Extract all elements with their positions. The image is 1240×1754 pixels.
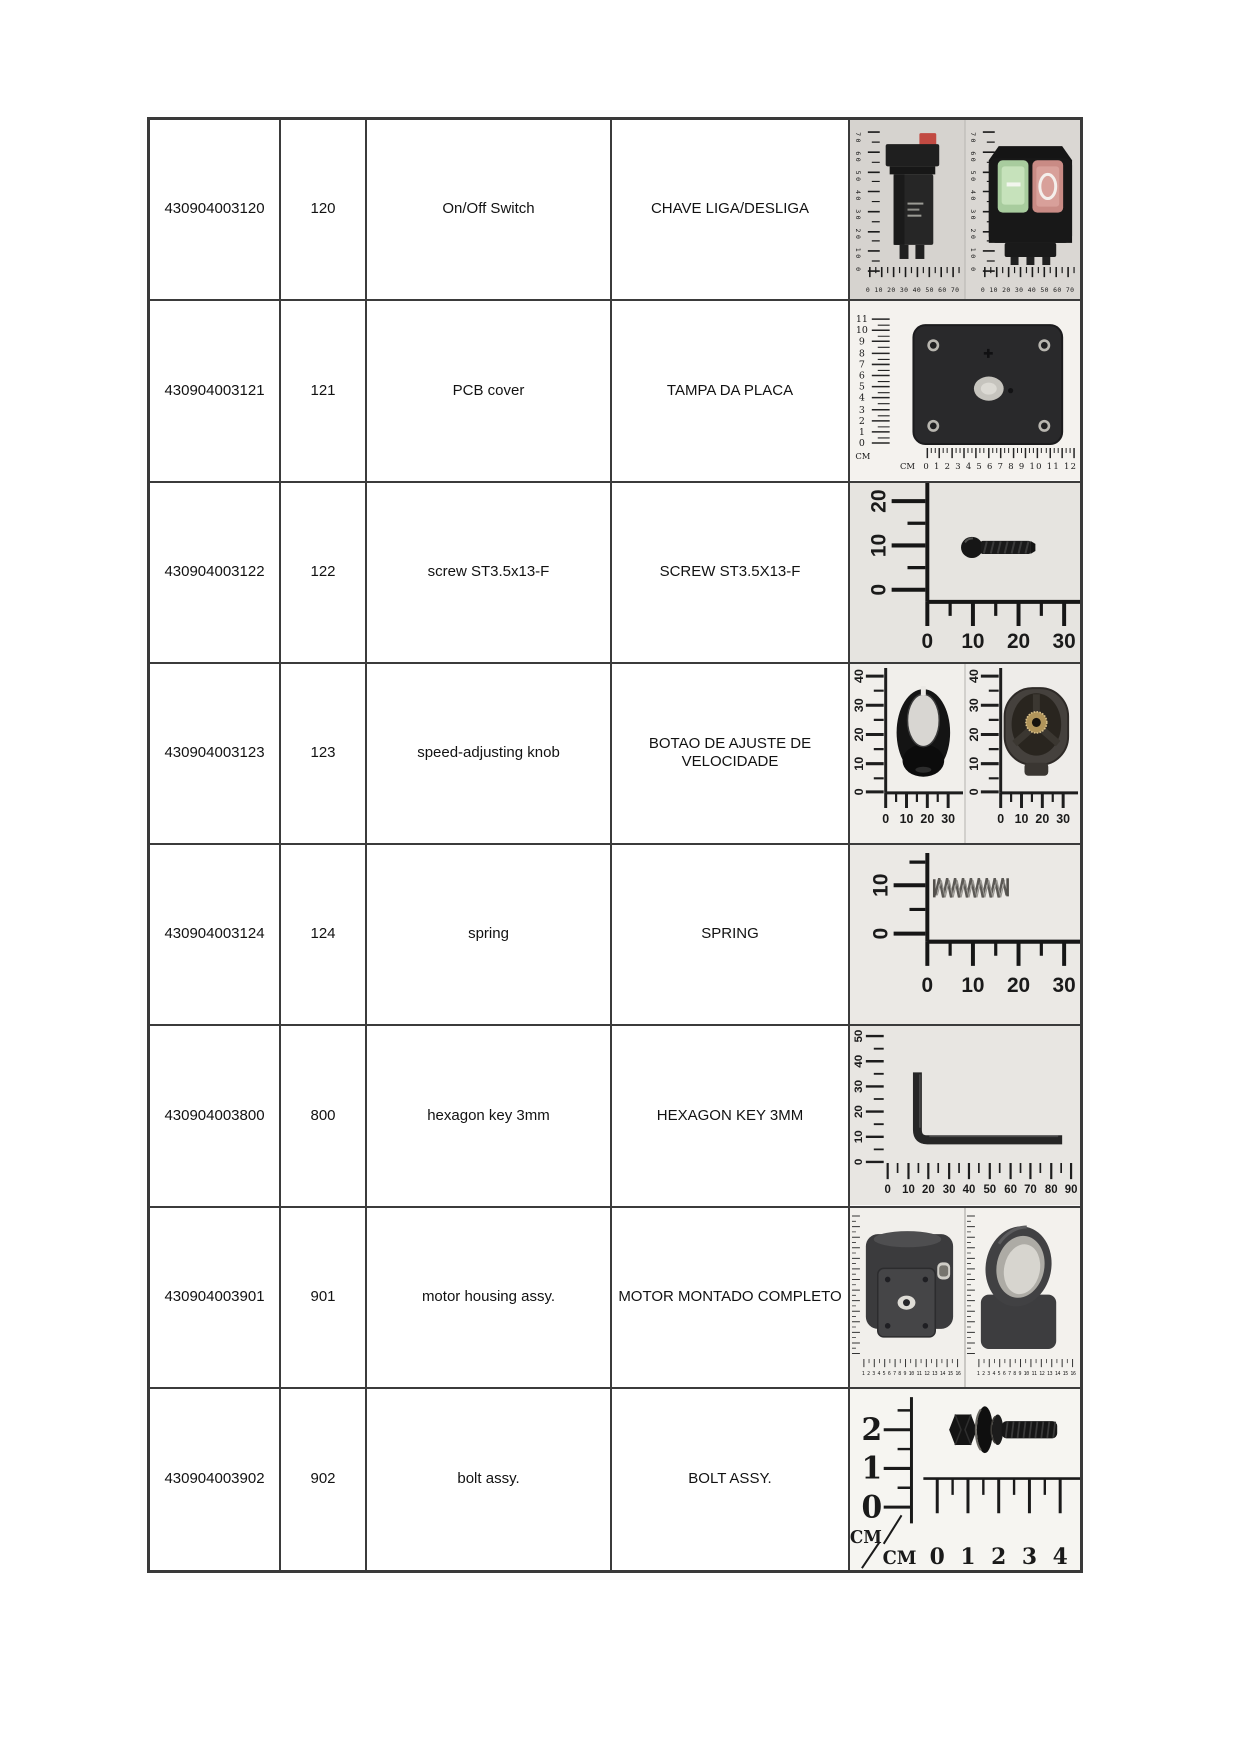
- ruler-label: 90: [1064, 1184, 1078, 1197]
- ruler-label: 10: [869, 873, 893, 898]
- pcb-cover-plate: [913, 325, 1062, 444]
- ruler-label: 30: [966, 698, 981, 713]
- ruler-label: 20: [920, 811, 935, 826]
- description-en-cell: spring: [367, 845, 612, 1026]
- ruler-label: 10: [966, 756, 981, 771]
- ruler-label: 70: [1024, 1184, 1037, 1197]
- ruler-label: 70 60 50 40 30 20 10 0: [853, 132, 862, 272]
- ruler-label: 20: [867, 488, 891, 513]
- ruler-label: 7: [858, 359, 865, 371]
- description-pt-cell: HEXAGON KEY 3MM: [612, 1026, 850, 1207]
- part-number-cell: 430904003800: [150, 1026, 281, 1207]
- description-en-cell: On/Off Switch: [367, 120, 612, 301]
- ruler-label: 40: [852, 1055, 865, 1068]
- ruler-label: 20: [966, 727, 981, 742]
- switch-rear-view: [886, 133, 940, 259]
- photo-cell: [850, 845, 1080, 1026]
- ruler-unit: CM: [850, 1527, 882, 1548]
- photo-cell: [850, 1208, 1080, 1389]
- ruler-label: 11: [855, 314, 868, 326]
- ruler-label: 70 60 50 40 30 20 10 0: [968, 132, 977, 272]
- description-en-cell: PCB cover: [367, 301, 612, 482]
- ruler-label: 40: [851, 668, 866, 683]
- part-number-cell: 430904003124: [150, 845, 281, 1026]
- ruler-label: 0 10 20 30 40 50 60 70: [865, 286, 960, 295]
- ruler-label: 1: [861, 1450, 883, 1487]
- ruler-label: 0 1 2 3 4 5 6 7 8 9 10 11 12: [923, 462, 1077, 473]
- part-number-cell: 430904003120: [150, 120, 281, 301]
- ruler-label: 40: [966, 668, 981, 683]
- part-number-cell: 430904003122: [150, 483, 281, 664]
- ruler-label: 50: [983, 1184, 997, 1197]
- description-pt-cell: SCREW ST3.5X13-F: [612, 483, 850, 664]
- description-pt-cell: BOLT ASSY.: [612, 1389, 850, 1570]
- spring-photo: [850, 845, 1080, 1024]
- ruler-label: 30: [851, 698, 866, 713]
- ruler-label: 3: [1021, 1543, 1038, 1570]
- ruler-unit: CM: [855, 452, 871, 463]
- ruler-label: 30: [1052, 973, 1076, 998]
- ruler-label: 0: [966, 788, 981, 796]
- ruler-label: 0: [867, 583, 891, 596]
- ruler-label: 20: [1035, 811, 1050, 826]
- ruler-label: 2: [861, 1412, 883, 1448]
- ruler-label: 50: [852, 1029, 865, 1043]
- ruler-label: 10: [961, 973, 985, 998]
- item-cell: 124: [281, 845, 367, 1026]
- description-en-cell: screw ST3.5x13-F: [367, 483, 612, 664]
- ruler-label: 0: [921, 973, 934, 998]
- ruler-label: 0: [869, 927, 893, 940]
- ruler-label: 0: [861, 1489, 883, 1526]
- ruler-label: 10: [867, 533, 891, 557]
- item-cell: 902: [281, 1389, 367, 1570]
- ruler-label: 0: [921, 629, 934, 653]
- ruler-label: 1: [960, 1543, 976, 1570]
- description-pt-cell: TAMPA DA PLACA: [612, 301, 850, 482]
- ruler-label: 30: [1052, 629, 1076, 653]
- photo-cell: [850, 1389, 1080, 1570]
- ruler-label: 10: [855, 325, 868, 337]
- ruler-label: 0 10 20 30 40 50 60 70: [980, 286, 1075, 295]
- description-en-cell: motor housing assy.: [367, 1208, 612, 1389]
- photo-cell: [850, 664, 1080, 845]
- ruler-label: 0: [929, 1543, 945, 1570]
- photo-cell: [850, 120, 1080, 301]
- part-number-cell: 430904003121: [150, 301, 281, 482]
- ruler-label: 30: [942, 1184, 956, 1197]
- description-en-cell: hexagon key 3mm: [367, 1026, 612, 1207]
- photo-cell: [850, 483, 1080, 664]
- motor-housing-photo: [850, 1208, 1080, 1387]
- ruler-label: 8: [858, 348, 865, 360]
- screw-photo: [850, 483, 1080, 662]
- ruler-label: 0: [851, 788, 866, 796]
- description-en-cell: speed-adjusting knob: [367, 664, 612, 845]
- ruler-label: 20: [1006, 973, 1031, 998]
- on-off-switch-photo: [850, 120, 1080, 299]
- hex-key-photo: [850, 1026, 1080, 1205]
- ruler-label: 40: [962, 1184, 976, 1197]
- ruler-label: 1: [858, 427, 865, 439]
- ruler-label: 80: [1044, 1184, 1058, 1197]
- item-cell: 120: [281, 120, 367, 301]
- ruler-label: 2: [991, 1543, 1007, 1570]
- ruler-label: 0: [997, 811, 1005, 826]
- ruler-label: 30: [1056, 811, 1071, 826]
- ruler-label: 10: [902, 1184, 915, 1197]
- pcb-cover-photo: [850, 301, 1080, 480]
- knob-photo: [850, 664, 1080, 843]
- ruler-label: 20: [921, 1184, 935, 1197]
- ruler-label: 2: [858, 416, 865, 428]
- ruler-label: 20: [1006, 629, 1031, 653]
- item-cell: 122: [281, 483, 367, 664]
- item-cell: 800: [281, 1026, 367, 1207]
- description-pt-cell: SPRING: [612, 845, 850, 1026]
- bolt-photo: [850, 1389, 1080, 1570]
- ruler-label: 0: [858, 438, 865, 450]
- parts-table: [147, 117, 1083, 1573]
- ruler-label: 4: [1052, 1543, 1068, 1570]
- description-pt-cell: CHAVE LIGA/DESLIGA: [612, 120, 850, 301]
- ruler-label: 6: [858, 370, 865, 382]
- description-en-cell: bolt assy.: [367, 1389, 612, 1570]
- description-pt-cell: MOTOR MONTADO COMPLETO: [612, 1208, 850, 1389]
- fine-scale-numbers: 1 2 3 4 5 6 7 8 9 10 11 12 13 14 15 16: [861, 1370, 962, 1377]
- ruler-label: 9: [858, 336, 865, 348]
- fine-scale-numbers: 1 2 3 4 5 6 7 8 9 10 11 12 13 14 15 16: [976, 1370, 1077, 1377]
- part-number-cell: 430904003123: [150, 664, 281, 845]
- ruler-unit: CM: [882, 1547, 917, 1569]
- description-pt-cell: BOTAO DE AJUSTE DE VELOCIDADE: [612, 664, 850, 845]
- ruler-label: 10: [899, 811, 914, 826]
- item-cell: 121: [281, 301, 367, 482]
- ruler-label: 20: [852, 1105, 865, 1119]
- ruler-label: 10: [1014, 811, 1029, 826]
- ruler-label: 0: [884, 1184, 891, 1197]
- photo-cell: [850, 1026, 1080, 1207]
- ruler-label: 30: [941, 811, 956, 826]
- ruler-label: 30: [852, 1080, 865, 1094]
- ruler-label: 10: [961, 629, 985, 653]
- ruler-label: 4: [858, 392, 865, 404]
- ruler-label: 20: [851, 727, 866, 742]
- photo-cell: [850, 301, 1080, 482]
- ruler-unit: CM: [899, 462, 916, 473]
- ruler-label: 60: [1004, 1184, 1017, 1197]
- part-number-cell: 430904003902: [150, 1389, 281, 1570]
- ruler-label: 0: [882, 811, 890, 826]
- ruler-label: 10: [851, 756, 866, 771]
- ruler-label: 10: [852, 1130, 865, 1144]
- ruler-label: 0: [852, 1158, 865, 1166]
- item-cell: 123: [281, 664, 367, 845]
- part-number-cell: 430904003901: [150, 1208, 281, 1389]
- ruler-label: 5: [858, 381, 865, 393]
- ruler-label: 3: [858, 404, 865, 417]
- item-cell: 901: [281, 1208, 367, 1389]
